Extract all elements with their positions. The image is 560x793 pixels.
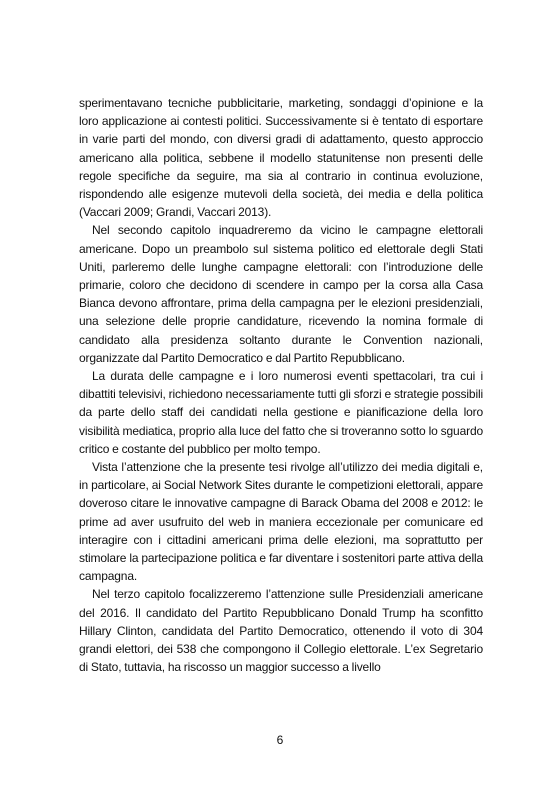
paragraph-2: Nel secondo capitolo inquadreremo da vicino le campagne elettorali americane. Dopo un preambolo sul sistema politico ed elettorale degli Stati Uniti, parleremo delle lunghe campagne elettorali: con l’introduzione delle primarie, coloro che decidono di scendere in campo per la corsa alla Casa Bianca devono affrontare, prima della campagna per le elezioni presidenziali, una selezione delle proprie candidature, ricevendo la nomina formale di candidato alla presidenza soltanto durante le Convention nazionali, organizzate dal Partito Democratico e dal Partito Repubblicano. — [79, 223, 483, 365]
body-text — [79, 94, 483, 677]
paragraph-4: Vista l’attenzione che la presente tesi rivolge all’utilizzo dei media digitali e, in particolare, ai Social Network Sites durante le competizioni elettorali, appare doveroso citare le innovative campagne di Barack Obama del 2008 e 2012: le prime ad aver usufruito del web in maniera eccezionale per comunicare ed interagire con i cittadini americani prima delle elezioni, ma soprattutto per stimolare la partecipazione politica e far diventare i sostenitori parte attiva della campagna. — [79, 460, 483, 584]
paragraph-3: La durata delle campagne e i loro numerosi eventi spettacolari, tra cui i dibattiti televisivi, richiedono necessariamente tutti gli sforzi e strategie possibili da parte dello staff dei candidati nella gestione e pianificazione della loro visibilità mediatica, proprio alla luce del fatto che si troveranno sotto lo sguardo critico e costante del pubblico per molto tempo. — [79, 369, 483, 456]
paragraph-1: sperimentavano tecniche pubblicitarie, marketing, sondaggi d’opinione e la loro applicazione ai contesti politici. Successivamente si è tentato di esportare in varie parti del mondo, con diversi gradi di adattamento, questo approccio americano alla politica, sebbene il modello statunitense non presenti delle regole specifiche da seguire, ma sia al contrario in continua evoluzione, rispondendo alle esigenze mutevoli della società, dei media e della politica (Vaccari 2009; Grandi, Vaccari 2013). — [79, 96, 483, 220]
paragraph-5: Nel terzo capitolo focalizzeremo l’attenzione sulle Presidenziali americane del 2016. Il candidato del Partito Repubblicano Donald Trump ha sconfitto Hillary Clinton, candidata del Partito Democratico, ottenendo il voto di 304 grandi elettori, dei 538 che compongono il Collegio elettorale. L’ex Segretario di Stato, tuttavia, ha riscosso un maggior successo a livello — [79, 587, 483, 675]
page-number: 6 — [276, 733, 284, 747]
